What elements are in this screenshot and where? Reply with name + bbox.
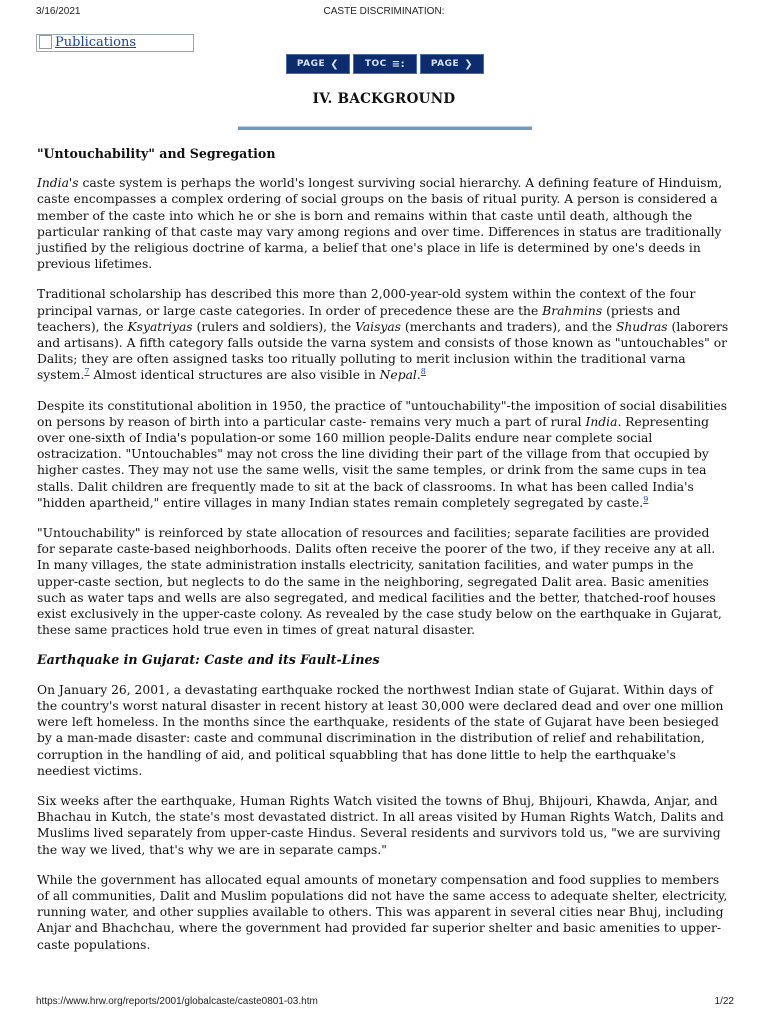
next-page-button[interactable] <box>420 54 484 74</box>
prev-page-button[interactable] <box>286 54 350 74</box>
footnote-link-9[interactable]: 9 <box>643 494 649 504</box>
text-run: Almost identical structures are also visible in <box>89 368 380 383</box>
italic-india: India <box>585 414 618 429</box>
italic-india: India's <box>37 176 79 191</box>
page-navigation <box>286 54 484 74</box>
paragraph-5: On January 26, 2001, a devastating earthquake rocked the northwest Indian state of Gujarat. Within days of the country's worst natural disaster in recent history at least 30,000 were declared dead and over one million were left homeless. In the months since the earthquake, residents of the state of Gujarat have been besieged by a man-made disaster: caste and communal discrimination in the distribution of relief and rehabilitation, corruption in the handling of aid, and political squabbling that has done little to help the earthquake's neediest victims. <box>37 682 724 778</box>
text-run: (priests and teachers), the <box>37 303 681 334</box>
next-page-label: PAGE <box>430 59 460 69</box>
text-run: (rulers and soldiers), the <box>192 319 356 334</box>
subsection-heading-earthquake: Earthquake in Gujarat: Caste and its Fault-Lines <box>37 652 380 668</box>
chevron-right-icon: ❯ <box>464 58 474 70</box>
paragraph-1 <box>37 175 731 272</box>
list-icon: ≡: <box>391 58 406 70</box>
toc-button[interactable] <box>353 54 417 74</box>
print-title: CASTE DISCRIMINATION: <box>323 6 445 17</box>
print-page-number: 1/22 <box>714 996 734 1007</box>
paragraph-2 <box>37 286 731 383</box>
italic-ksyatriyas: Ksyatriyas <box>127 319 193 334</box>
text-run: caste system is perhaps the world's longest surviving social hierarchy. A defining feature of Hinduism, caste encompasses a complex ordering of social groups on the basis of ritual purity. A person is considered a member of the caste into which he or she is born and remains within that caste until death, although the particular ranking of that caste may vary among regions and over time. Differences in status are traditionally justified by the religious doctrine of karma, a belief that one's place in life is determined by one's deeds in previous lifetimes. <box>37 176 723 272</box>
toc-label: TOC <box>364 59 387 69</box>
divider-rule <box>238 126 532 130</box>
footnote-link-7[interactable]: 7 <box>84 367 90 377</box>
article-body <box>37 146 731 967</box>
italic-brahmins: Brahmins <box>542 303 603 318</box>
text-run: . Representing over one-sixth of India's population-or some 160 million people-Dalits endure near complete social ostracization. "Untouchables" may not cross the line dividing their part of the village from that occupied by higher castes. They may not use the same wells, visit the same temples, or drink from the same cups in tea stalls. Dalit children are frequently made to sit at the back of classrooms. In what has been called India's "hidden apartheid," entire villages in many Indian states remain completely segregated by caste. <box>37 414 709 510</box>
text-run: (merchants and traders), and the <box>400 319 616 334</box>
text-run: Traditional scholarship has described this more than 2,000-year-old system within the context of the four principal varnas, or large caste categories. In order of precedence these are the <box>37 287 696 318</box>
chevron-left-icon: ❮ <box>330 58 340 70</box>
print-date: 3/16/2021 <box>36 6 81 17</box>
subsection-heading-untouchability: "Untouchability" and Segregation <box>37 146 276 161</box>
italic-nepal: Nepal <box>379 368 417 383</box>
text-run: Despite its constitutional abolition in 1950, the practice of "untouchability"-the imposition of social disabilities on persons by reason of birth into a particular caste- remains very much a part of rural <box>37 398 728 429</box>
print-url: https://www.hrw.org/reports/2001/globalcaste/caste0801-03.htm <box>36 996 318 1007</box>
publications-link[interactable]: Publications <box>55 35 137 50</box>
print-footer <box>0 996 768 1010</box>
text-run: . <box>416 368 421 383</box>
print-header <box>0 6 768 20</box>
publications-image-link[interactable] <box>36 34 194 52</box>
paragraph-3 <box>37 398 731 511</box>
section-title: IV. BACKGROUND <box>312 91 456 107</box>
italic-shudras: Shudras <box>615 319 668 334</box>
broken-image-icon <box>39 35 52 49</box>
text-run: (laborers and artisans). A fifth category falls outside the varna system and consists of those known as "untouchables" or Dalits; they are often assigned tasks too ritually polluting to merit inclusion within the traditional varna system. <box>37 319 729 383</box>
prev-page-label: PAGE <box>296 59 326 69</box>
footnote-link-8[interactable]: 8 <box>420 367 426 377</box>
paragraph-6: Six weeks after the earthquake, Human Rights Watch visited the towns of Bhuj, Bhijouri, Khawda, Anjar, and Bhachau in Kutch, the state's most devastated district. In all areas visited by Human Rights Watch, Dalits and Muslims lived separately from upper-caste Hindus. Several residents and survivors told us, "we are surviving the way we lived, that's why we are in separate camps." <box>37 793 724 857</box>
italic-vaisyas: Vaisyas <box>355 319 401 334</box>
paragraph-4: "Untouchability" is reinforced by state allocation of resources and facilities; separate facilities are provided for separate caste-based neighborhoods. Dalits often receive the poorer of the two, if they receive any at all. In many villages, the state administration installs electricity, sanitation facilities, and water pumps in the upper-caste section, but neglects to do the same in the neighboring, segregated Dalit area. Basic amenities such as water taps and wells are also segregated, and medical facilities and the better, thatched-roof houses exist exclusively in the upper-caste colony. As revealed by the case study below on the earthquake in Gujarat, these same practices hold true even in times of great natural disaster. <box>37 526 722 638</box>
paragraph-7: While the government has allocated equal amounts of monetary compensation and food supplies to members of all communities, Dalit and Muslim populations did not have the same access to adequate shelter, electricity, running water, and other supplies available to others. This was apparent in several cities near Bhuj, including Anjar and Bhachchau, where the government had provided far superior shelter and basic amenities to upper-caste populations. <box>37 872 728 952</box>
